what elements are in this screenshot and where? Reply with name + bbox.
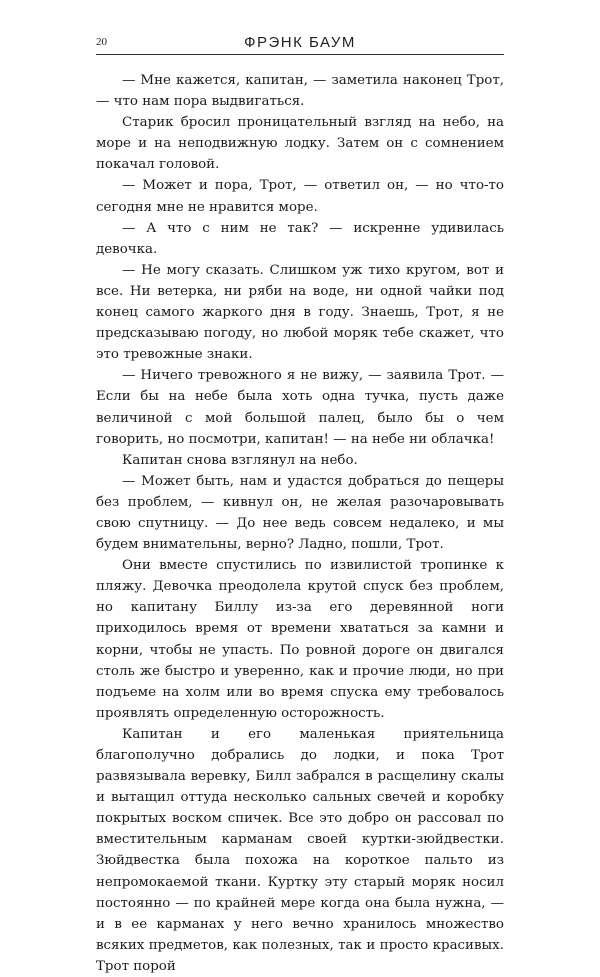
paragraph: — Мне кажется, капитан, — заметила наконец Трот, — что нам пора выдвигаться.	[96, 73, 504, 110]
header-rule	[96, 54, 504, 55]
page-header	[96, 34, 504, 56]
paragraph: Капитан снова взглянул на небо.	[122, 452, 358, 468]
paragraph: — Не могу сказать. Слишком уж тихо кругом, вот и все. Ни ветерка, ни ряби на воде, ни одной чайки под конец самого жаркого дня в году. Знаешь, Трот, я не предсказываю погоду, но любой моряк тебе скажет, что это тревожные знаки.	[96, 262, 504, 363]
running-head-author: ФРЭНК БАУМ	[244, 34, 356, 51]
paragraph: Старик бросил проницательный взгляд на небо, на море и на неподвижную лодку. Затем он с сомнением покачал головой.	[96, 115, 504, 173]
body-text	[96, 70, 504, 977]
paragraph: — Ничего тревожного я не вижу, — заявила Трот. — Если бы на небе была хоть одна тучка, пусть даже величиной с мой большой палец, было бы о чем говорить, но посмотри, капитан! — на небе ни облачка!	[96, 368, 504, 447]
paragraph: — А что с ним не так? — искренне удивилась девочка.	[96, 220, 504, 257]
page-number: 20	[96, 36, 107, 48]
paragraph: Капитан и его маленькая приятельница благополучно добрались до лодки, и пока Трот развязывала веревку, Билл забрался в расщелину скалы и вытащил оттуда несколько сальных свечей и коробку покрытых воском спичек. Все это добро он рассовал по вместительным карманам своей куртки-зюйдвестки. Зюйдвестка была похожа на короткое пальто из непромокаемой ткани. Куртку эту старый моряк носил постоянно — по крайней мере когда она была нужна, — и в ее карманах у него вечно хранилось множество всяких предметов, как полезных, так и просто красивых. Трот порой	[96, 726, 504, 974]
paragraph: Они вместе спустились по извилистой тропинке к пляжу. Девочка преодолела крутой спуск без проблем, но капитану Биллу из-за его деревянной ноги приходилось время от времени хвататься за камни и корни, чтобы не упасть. По ровной дороге он двигался столь же быстро и уверенно, как и прочие люди, но при подъеме на холм или во время спуска ему требовалось проявлять определенную осторожность.	[96, 558, 504, 721]
paragraph: — Может быть, нам и удастся добраться до пещеры без проблем, — кивнул он, не желая разочаровывать свою спутницу. — До нее ведь совсем недалеко, и мы будем внимательны, верно? Ладно, пошли, Трот.	[96, 473, 504, 553]
paragraph: — Может и пора, Трот, — ответил он, — но что-то сегодня мне не нравится море.	[96, 178, 504, 215]
